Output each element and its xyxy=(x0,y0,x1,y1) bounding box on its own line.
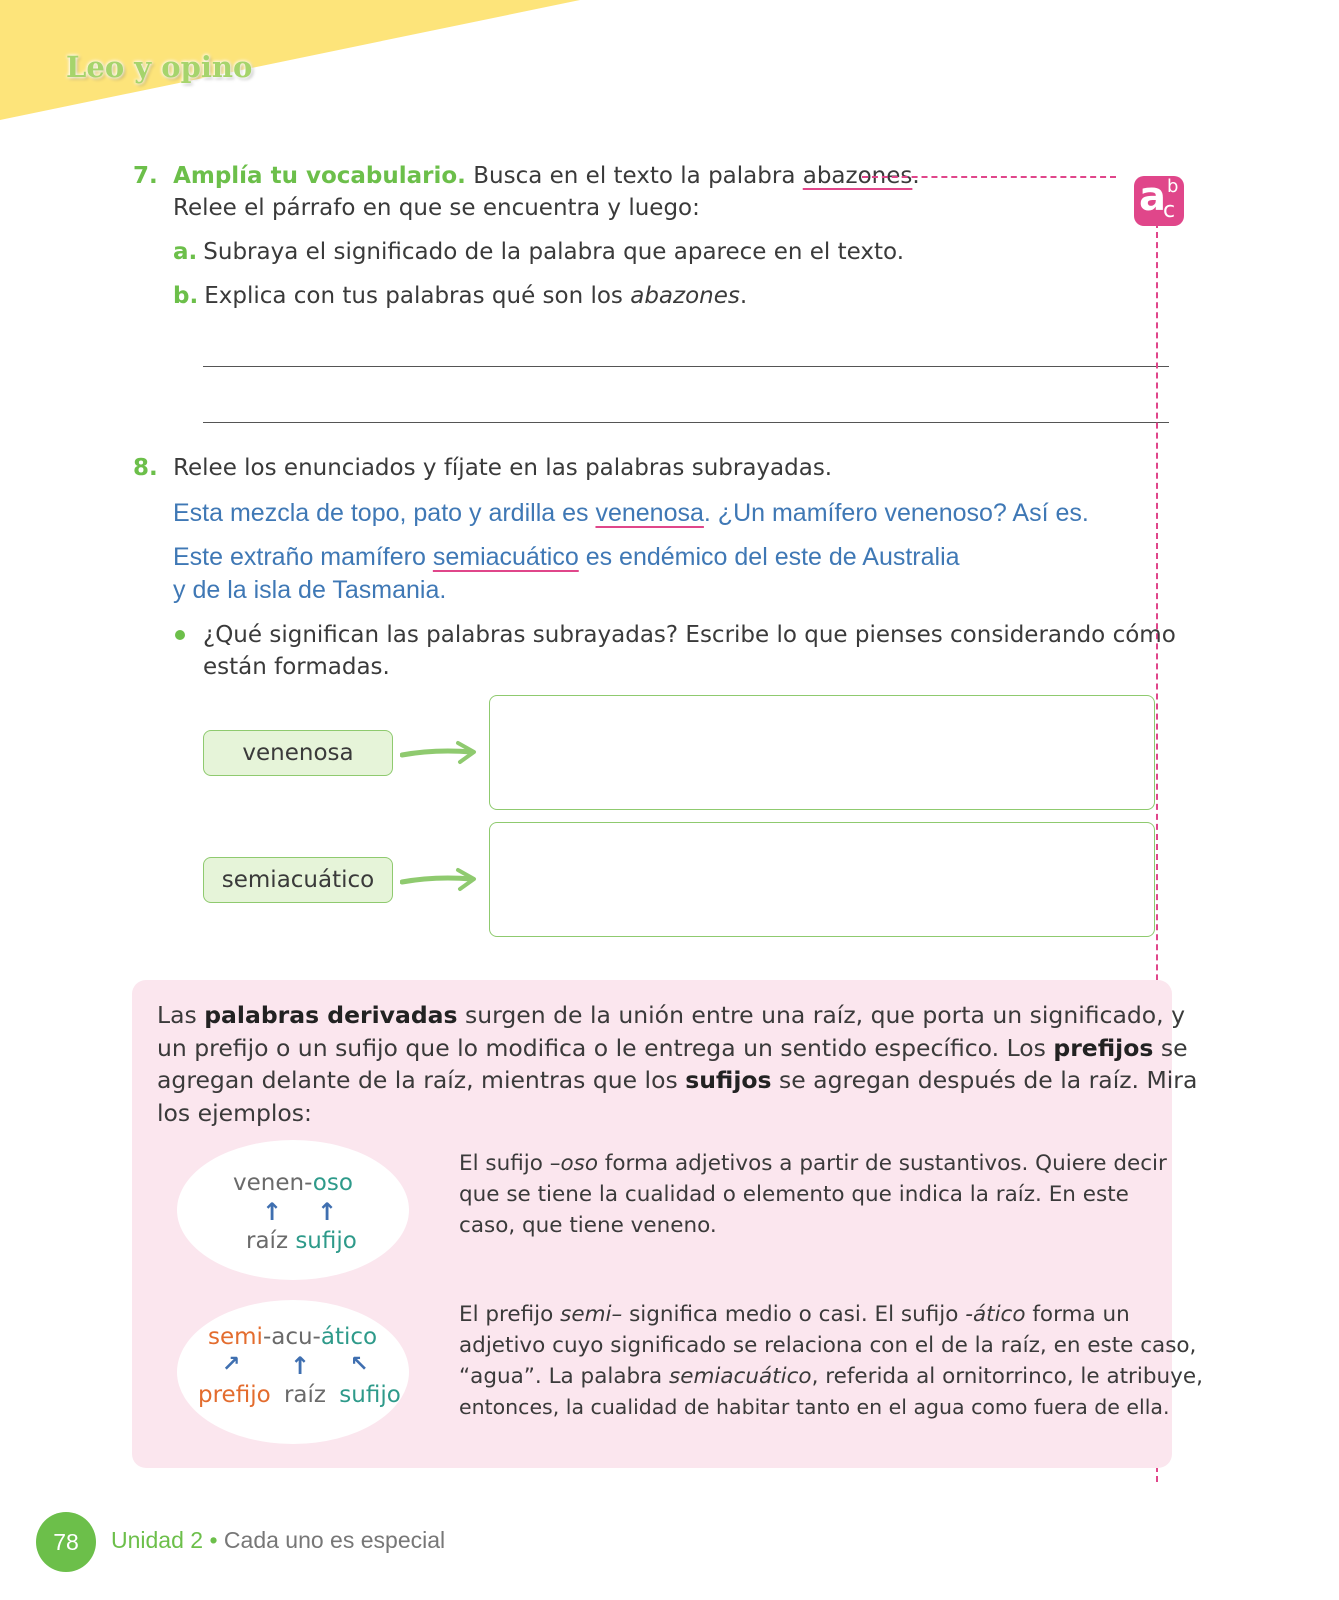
arrow-up-icon: ↑ xyxy=(290,1352,311,1380)
q7-heading: Amplía tu vocabulario. xyxy=(173,163,466,189)
q7-period: . xyxy=(912,163,920,189)
section-title: Leo y opino xyxy=(66,50,253,84)
ex1-d1i: oso xyxy=(560,1151,598,1176)
footer-separator: • xyxy=(209,1527,218,1553)
ex2-description xyxy=(459,1299,1203,1423)
footer-unit-title: Cada uno es especial xyxy=(223,1527,446,1553)
q8-quote-2 xyxy=(173,541,960,573)
example-1-ellipse xyxy=(177,1140,409,1280)
ex1-d1b: forma adjetivos a partir de sustantivos. Quiere decir xyxy=(598,1151,1167,1176)
info-p2: surgen de la unión entre una raíz, que porta un significado, y xyxy=(465,1001,1186,1029)
q8-quote-2-line2: y de la isla de Tasmania. xyxy=(173,576,447,604)
ex2-desc-line1 xyxy=(459,1299,1203,1330)
arrow-up-icon: ↑ xyxy=(317,1198,338,1226)
quote1-after: . ¿Un mamífero venenoso? Así es. xyxy=(703,499,1089,527)
q7-line1 xyxy=(133,160,920,192)
ex2-d1a: El prefijo xyxy=(459,1302,561,1327)
q7-item-a xyxy=(173,236,904,268)
info-line-4: los ejemplos: xyxy=(157,1098,312,1127)
ex2-label-prefix: prefijo xyxy=(198,1382,271,1408)
ex2-label-suffix: sufijo xyxy=(339,1382,401,1408)
abc-icon-a: a xyxy=(1139,174,1166,220)
quote2-word: semiacuático xyxy=(432,543,579,571)
ex1-suffix: oso xyxy=(312,1170,353,1196)
info-p1: Las xyxy=(157,1001,197,1029)
ex1-description xyxy=(459,1148,1167,1241)
q7-item-b xyxy=(173,280,747,312)
ex2-suffix: ático xyxy=(320,1324,378,1350)
ex1-root: venen- xyxy=(233,1170,313,1196)
ex1-label-suffix: sufijo xyxy=(295,1228,357,1254)
ex2-desc-line2: adjetivo cuyo significado se relaciona con el de la raíz, en este caso, xyxy=(459,1333,1197,1358)
ex2-d3a: “agua”. La palabra xyxy=(459,1364,670,1389)
ex1-d1a: El sufijo – xyxy=(459,1151,561,1176)
q7-number: 7. xyxy=(133,163,158,189)
quote2-after: es endémico del este de Australia xyxy=(585,543,960,571)
word-pill-venenosa: venenosa xyxy=(203,730,393,776)
answer-box-semiacuatico[interactable] xyxy=(489,822,1155,937)
q7-line2: Relee el párrafo en que se encuentra y luego: xyxy=(173,195,700,221)
ex2-desc-line4: entonces, la cualidad de habitar tanto en el agua como fuera de ella. xyxy=(459,1395,1170,1419)
q8-intro-line xyxy=(133,452,832,484)
ex1-labels xyxy=(246,1226,357,1257)
q7-b-letter: b. xyxy=(173,283,199,309)
answer-line-1[interactable] xyxy=(203,366,1169,367)
ex2-d1b: significa medio o casi. El sufijo xyxy=(622,1302,966,1327)
q8-prompt-line1: ¿Qué significan las palabras subrayadas? Escribe lo que pienses considerando cómo xyxy=(203,622,1176,648)
arrow-right-icon xyxy=(400,740,480,766)
ex2-desc-line3 xyxy=(459,1361,1203,1392)
q7-b-text: Explica con tus palabras qué son los xyxy=(204,283,623,309)
bullet-dot xyxy=(175,630,185,640)
info-l2a: un prefijo o un sufijo que lo modifica o le entrega un sentido específico. Los xyxy=(157,1033,1046,1062)
ex1-desc-line1 xyxy=(459,1148,1167,1179)
info-line-2 xyxy=(157,1032,1188,1065)
info-l2b: se xyxy=(1160,1033,1188,1062)
ex2-root: -acu- xyxy=(262,1324,321,1350)
answer-line-2[interactable] xyxy=(203,422,1169,423)
ex1-desc-line2: que se tiene la cualidad o elemento que indica la raíz. En este xyxy=(459,1182,1129,1207)
info-line-3 xyxy=(157,1064,1198,1097)
info-l3a: agregan delante de la raíz, mientras que los xyxy=(157,1066,678,1094)
ex1-word xyxy=(233,1168,353,1199)
q7-b-italic: abazones xyxy=(630,283,740,309)
q8-number: 8. xyxy=(133,455,158,481)
q7-a-letter: a. xyxy=(173,239,198,265)
arrow-up-left-icon: ↖ xyxy=(350,1352,369,1377)
q7-a-text: Subraya el significado de la palabra que aparece en el texto. xyxy=(203,239,905,265)
answer-box-venenosa[interactable] xyxy=(489,695,1155,810)
page-number: 78 xyxy=(36,1512,96,1572)
footer-unit-line xyxy=(111,1527,445,1554)
q8-quote-1 xyxy=(173,497,1089,529)
info-b1: palabras derivadas xyxy=(204,1001,458,1029)
ex2-labels xyxy=(198,1380,401,1411)
ex2-label-root: raíz xyxy=(283,1382,326,1408)
arrow-right-icon xyxy=(400,867,480,893)
q8-intro: Relee los enunciados y fíjate en las palabras subrayadas. xyxy=(173,455,833,481)
ex2-d1c: forma un xyxy=(1025,1302,1130,1327)
ex1-desc-line3: caso, que tiene veneno. xyxy=(459,1213,717,1238)
info-b2: prefijos xyxy=(1053,1033,1154,1062)
q7-text: Busca en el texto la palabra xyxy=(473,163,796,189)
q7-b-period: . xyxy=(739,283,748,309)
abc-icon-c: c xyxy=(1163,198,1176,223)
ex2-d3i: semiacuático xyxy=(669,1364,812,1389)
vocabulary-abc-icon xyxy=(1134,176,1184,226)
abc-icon-b: b xyxy=(1167,176,1179,197)
dashed-connector-horizontal xyxy=(862,176,1116,178)
quote1-before: Esta mezcla de topo, pato y ardilla es xyxy=(173,499,589,527)
info-l3b: se agregan después de la raíz. Mira xyxy=(779,1066,1198,1094)
q7-keyword: abazones xyxy=(802,163,913,189)
info-paragraph xyxy=(157,999,1198,1129)
arrow-up-icon: ↑ xyxy=(262,1198,283,1226)
arrow-up-right-icon: ↗ xyxy=(222,1352,241,1377)
quote1-word: venenosa xyxy=(595,499,704,527)
ex1-label-root: raíz xyxy=(246,1228,289,1254)
ex2-word xyxy=(208,1322,377,1353)
footer-unit: Unidad 2 xyxy=(111,1527,204,1553)
info-line-1 xyxy=(157,999,1186,1032)
word-pill-semiacuatico: semiacuático xyxy=(203,857,393,903)
ex2-d1i2: -ático xyxy=(965,1302,1026,1327)
quote2-before: Este extraño mamífero xyxy=(173,543,426,571)
q8-prompt-line2: están formadas. xyxy=(203,654,390,680)
ex2-d1i1: semi– xyxy=(560,1302,623,1327)
info-b3: sufijos xyxy=(685,1066,772,1094)
ex2-d3b: , referida al ornitorrinco, le atribuye, xyxy=(811,1364,1203,1389)
ex2-prefix: semi xyxy=(208,1324,263,1350)
